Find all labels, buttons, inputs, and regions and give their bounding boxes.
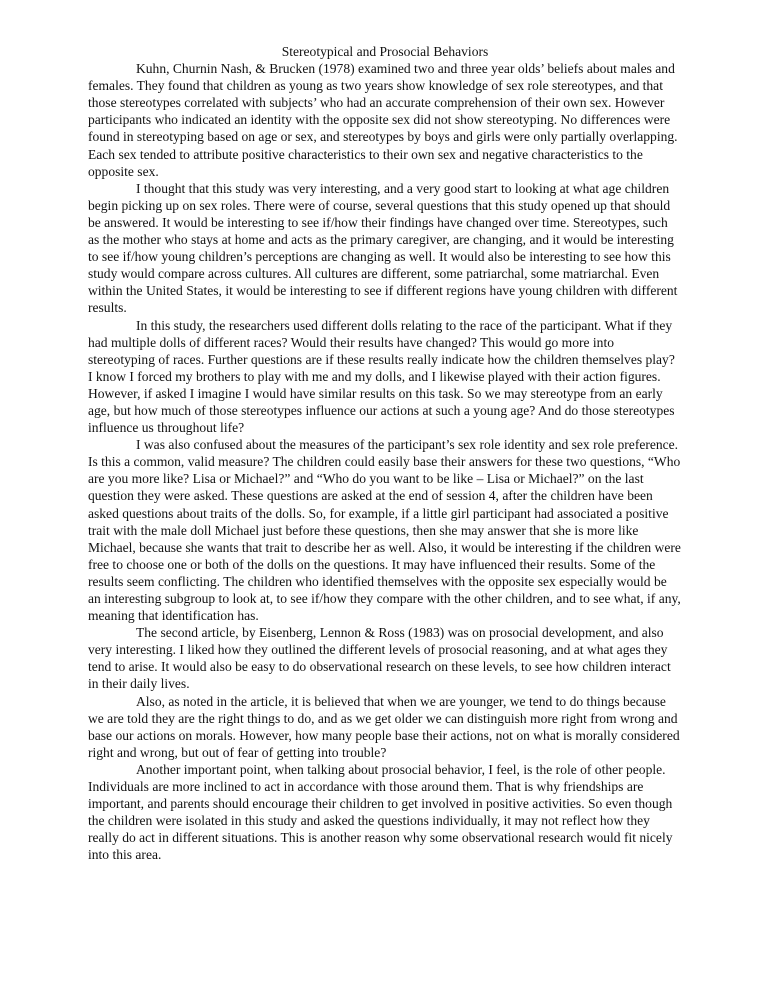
paragraph-1: Kuhn, Churnin Nash, & Brucken (1978) examined two and three year olds’ beliefs about males and females. They found that children as young as two years show knowledge of sex role stereotypes, and that those stereotypes correlated with subjects’ who had an accurate comprehension of their own sex. However participants who indicated an identity with the opposite sex did not show stereotyping. No differences were found in stereotyping based on age or sex, and stereotypes by boys and girls were only partially overlapping. Each sex tended to attribute positive characteristics to their own sex and negative characteristics to the opposite sex. xyxy=(88,61,678,179)
paragraph-7: Another important point, when talking about prosocial behavior, I feel, is the role of other people. Individuals are more inclined to act in accordance with those around them. That is why friendships are important, and parents should encourage their children to get involved in positive activities. So even though the children were isolated in this study and asked the questions individually, it may not reflect how they really do act in different situations. This is another reason why some observational research would fit nicely into this area. xyxy=(88,761,673,863)
paragraph-5: The second article, by Eisenberg, Lennon & Ross (1983) was on prosocial development, and also very interesting. I liked how they outlined the different levels of prosocial reasoning, and at what ages they tend to arise. It would also be easy to do observational research on these levels, to see how children interact in their daily lives. xyxy=(88,625,671,692)
paragraph-3: In this study, the researchers used different dolls relating to the race of the participant. What if they had multiple dolls of different races? Would their results have changed? This would go more into stereotyping of races. Further questions are if these results really indicate how the children themselves play? I know I forced my brothers to play with me and my dolls, and I likewise played with their action figures. However, if asked I imagine I would have similar results on this task. So we may stereotype from an early age, but how much of those stereotypes influence our actions at such a young age? And do those stereotypes influence us throughout life? xyxy=(88,317,675,436)
document-body xyxy=(88,43,682,864)
document-title: Stereotypical and Prosocial Behaviors xyxy=(281,44,489,59)
paragraph-2: I thought that this study was very interesting, and a very good start to looking at what age children begin picking up on sex roles. There were of course, several questions that this study opened up that should be answered. It would be interesting to see if/how their findings have changed over time. Stereotypes, such as the mother who stays at home and acts as the primary caregiver, are changing, and it would be interesting to see if/how young children’s perceptions are changing as well. It would also be interesting to see how this study would compare across cultures. All cultures are different, some patriarchal, some matriarchal. Even within the United States, it would be interesting to see if different regions have young children with different results. xyxy=(88,180,678,316)
paragraph-6: Also, as noted in the article, it is believed that when we are younger, we tend to do things because we are told they are the right things to do, and as we get older we can distinguish more right from wrong and base our actions on morals. However, how many people base their actions, not on what is morally considered right and wrong, but out of fear of getting into trouble? xyxy=(88,693,680,760)
paragraph-4: I was also confused about the measures of the participant’s sex role identity and sex role preference. Is this a common, valid measure? The children could easily base their answers for these two questions, “Who are you more like? Lisa or Michael?” and “Who do you want to be like – Lisa or Michael?” on the last question they were asked. These questions are asked at the end of session 4, after the children have been asked questions about traits of the dolls. So, for example, if a little girl participant had associated a positive trait with the male doll Michael just before these questions, then she may answer that she is more like Michael, because she wants that trait to describe her as well. Also, it would be interesting if the children were free to choose one or both of the dolls on the questions. It may have influenced their results. Some of the results seem conflicting. The children who identified themselves with the opposite sex especially would be an interesting subgroup to look at, to see if/how they compare with the other children, and to see what, if any, meaning that identification has. xyxy=(88,437,681,624)
